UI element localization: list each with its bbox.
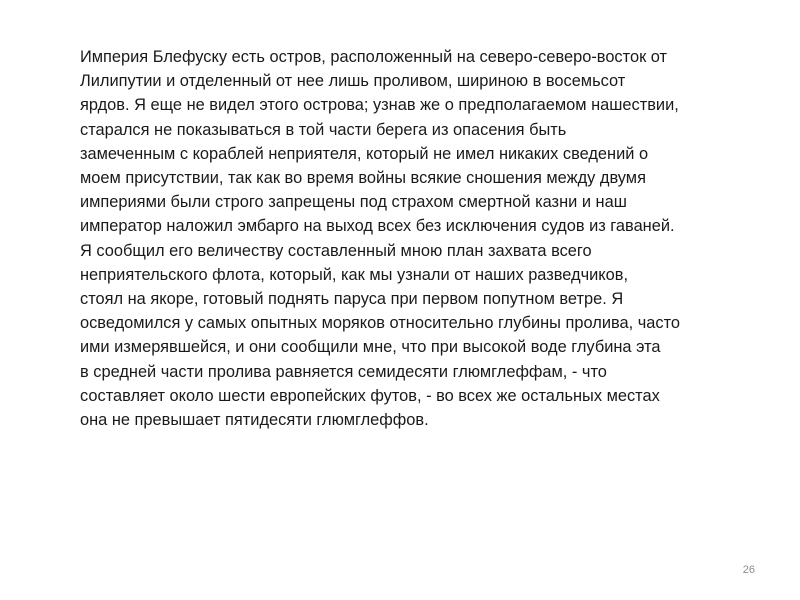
- text-line: она не превышает пятидесяти глюмглеффов.: [80, 411, 429, 430]
- text-line: составляет около шести европейских футов, - во всех же остальных местах: [80, 386, 660, 405]
- text-line: Империя Блефуску есть остров, расположенный на северо-северо-восток от: [80, 48, 668, 66]
- body-text: [80, 45, 760, 432]
- page-number: 26: [742, 564, 755, 576]
- text-line: ими измерявшейся, и они сообщили мне, что при высокой воде глубина эта: [80, 338, 661, 357]
- text-line: старался не показываться в той части берега из опасения быть: [80, 120, 567, 139]
- text-line: в средней части пролива равняется семидесяти глюмглеффам, - что: [80, 362, 607, 381]
- text-line: Лилипутии и отделенный от нее лишь проливом, шириною в восемьсот: [80, 72, 626, 91]
- text-line: Я сообщил его величеству составленный мною план захвата всего: [80, 241, 592, 260]
- text-line: осведомился у самых опытных моряков относительно глубины пролива, часто: [80, 314, 681, 333]
- text-line: ярдов. Я еще не видел этого острова; узнав же о предполагаемом нашествии,: [80, 96, 679, 115]
- text-line: император наложил эмбарго на выход всех без исключения судов из гаваней.: [80, 217, 675, 236]
- text-line: моем присутствии, так как во время войны всякие сношения между двумя: [80, 169, 646, 188]
- text-line: неприятельского флота, который, как мы узнали от наших разведчиков,: [80, 265, 629, 284]
- text-line: стоял на якоре, готовый поднять паруса при первом попутном ветре. Я: [80, 290, 624, 309]
- text-line: империями были строго запрещены под страхом смертной казни и наш: [80, 193, 627, 212]
- text-line: замеченным с кораблей неприятеля, который не имел никаких сведений о: [80, 144, 649, 163]
